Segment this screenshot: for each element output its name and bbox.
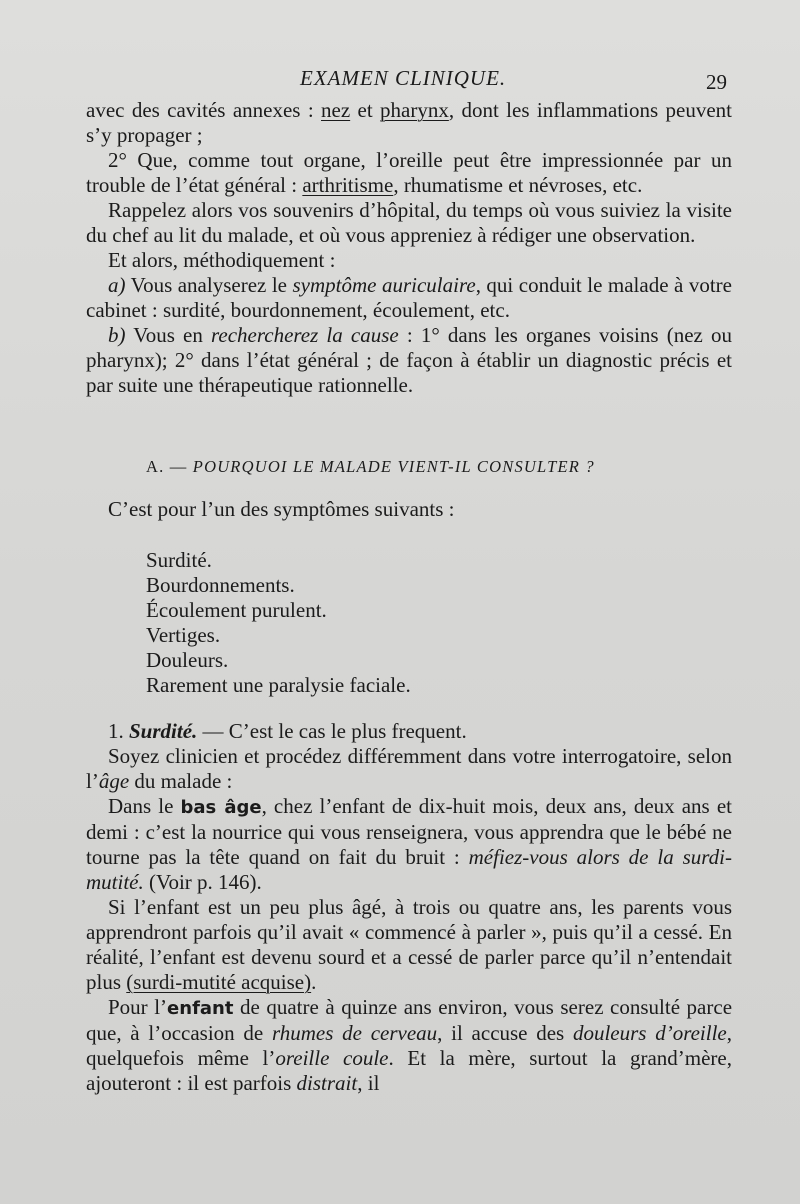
symptoms-list: [86, 548, 732, 698]
paragraph-etat-general: 2° Que, comme tout organe, l’oreille peut être impressionnée par un trouble de l’état général : arthritisme, rhumatisme et névroses, etc.: [86, 148, 732, 197]
list-item: Rarement une paralysie faciale.: [146, 673, 411, 697]
paragraph-enfant: Pour l’enfant de quatre à quinze ans environ, vous serez consulté parce que, à l’occasion de rhumes de cerveau, il accuse des douleurs d’oreille, quelquefois même l’oreille coule. Et la mère, surtout la grand’mère, ajouteront : il est parfois distrait, il: [86, 995, 733, 1095]
paragraph-b: b) Vous en rechercherez la cause : 1° dans les organes voisins (nez ou pharynx); 2° dans l’état général ; de façon à établir un diagnostic précis et par suite une thérapeutique rationnelle.: [86, 323, 732, 397]
paragraph-rappelez: Rappelez alors vos souvenirs d’hôpital, du temps où vous suiviez la visite du chef au lit du malade, et où vous appreniez à rédiger une observation.: [86, 198, 732, 247]
list-item: Douleurs.: [146, 648, 229, 672]
list-item: Bourdonnements.: [146, 573, 295, 597]
page-number: 29: [706, 70, 727, 94]
body-text: [86, 98, 732, 1096]
section-heading: A. — POURQUOI LE MALADE VIENT-IL CONSULTER ?: [146, 457, 595, 476]
list-item: Surdité.: [146, 548, 212, 572]
paragraph-a: a) Vous analyserez le symptôme auriculaire, qui conduit le malade à votre cabinet : surdité, bourdonnement, écoulement, etc.: [86, 273, 732, 322]
surdite-heading: 1. Surdité. — C’est le cas le plus frequent.: [108, 719, 467, 743]
paragraph-bas-age: Dans le bas âge, chez l’enfant de dix-huit mois, deux ans, deux ans et demi : c’est la nourrice qui vous renseignera, vous apprendra que le bébé ne tourne pas la tête quand on fait du bruit : méfiez-vous alors de la surdi-mutité. (Voir p. 146).: [86, 794, 732, 894]
paragraph-cavites: avec des cavités annexes : nez et pharynx, dont les inflammations peuvent s’y propager ;: [86, 98, 733, 147]
symptoms-intro: C’est pour l’un des symptômes suivants :: [108, 497, 455, 521]
paragraph-methodiquement: Et alors, méthodiquement :: [108, 248, 336, 272]
list-item: Écoulement purulent.: [146, 598, 327, 622]
paragraph-plus-age: Si l’enfant est un peu plus âgé, à trois ou quatre ans, les parents vous apprendront parfois qu’il avait « commencé à parler », puis qu’il a cessé. En réalité, l’enfant est devenu sourd et a cessé de parler parce qu’il n’entendait plus (surdi-mutité acquise).: [86, 895, 732, 994]
list-item: Vertiges.: [146, 623, 221, 647]
paragraph-clinicien: Soyez clinicien et procédez différemment dans votre interrogatoire, selon l’âge du malade :: [86, 744, 732, 793]
running-title: EXAMEN CLINIQUE.: [300, 66, 507, 90]
